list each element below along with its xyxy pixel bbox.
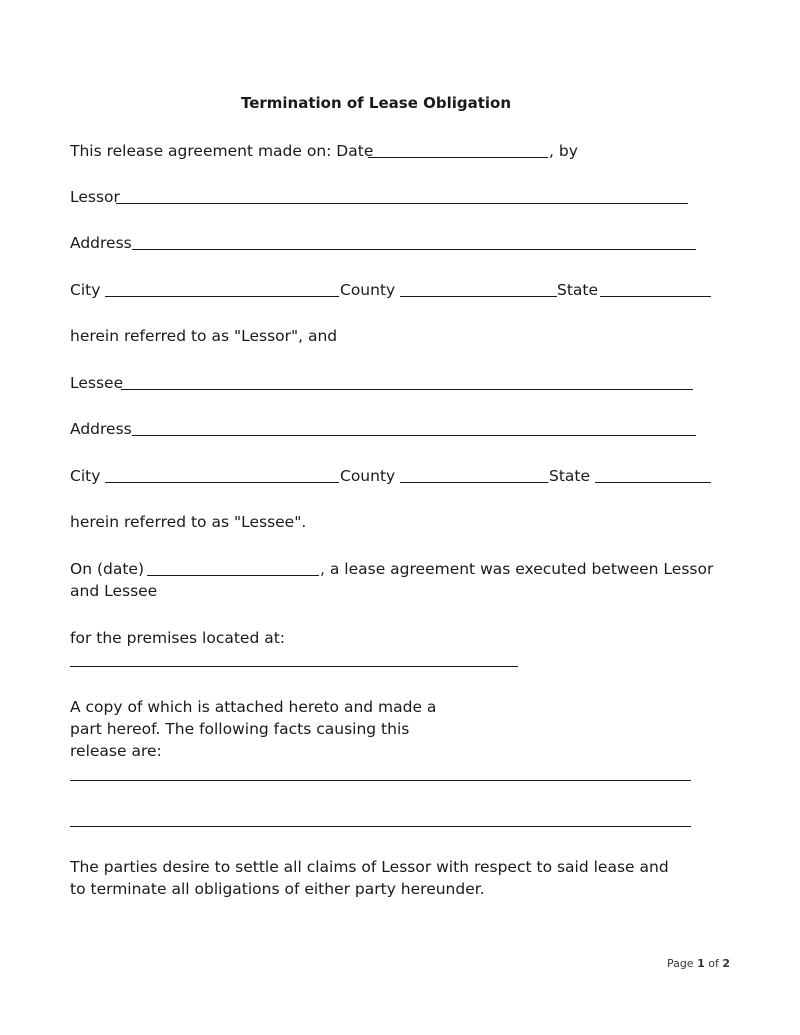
- of-label: of: [708, 957, 719, 970]
- closing-text-line: The parties desire to settle all claims of Lessor with respect to said lease and: [70, 858, 669, 876]
- release-facts-field-1[interactable]: [70, 780, 691, 781]
- closing-text-line: to terminate all obligations of either party hereunder.: [70, 880, 485, 898]
- lessor-state-label: State: [557, 281, 599, 299]
- lessor-address-field[interactable]: [132, 249, 696, 250]
- lessee-state-label: State: [549, 467, 591, 485]
- date-line-suffix: , by: [549, 142, 578, 160]
- lessor-county-field[interactable]: [400, 296, 557, 297]
- lessor-reference-text: herein referred to as "Lessor", and: [70, 327, 338, 345]
- release-facts-field-2[interactable]: [70, 826, 691, 827]
- lessor-city-field[interactable]: [105, 296, 339, 297]
- lessor-name-field[interactable]: [116, 203, 688, 204]
- copy-text-line: A copy of which is attached hereto and made a: [70, 698, 437, 716]
- lessee-county-label: County: [340, 467, 396, 485]
- lessee-reference-text: herein referred to as "Lessee".: [70, 513, 307, 531]
- date-line-prefix: This release agreement made on: Date: [70, 142, 374, 160]
- page-total: 2: [722, 957, 730, 970]
- page-current: 1: [697, 957, 705, 970]
- copy-text-line: part hereof. The following facts causing this: [70, 720, 410, 738]
- lessee-label: Lessee: [70, 374, 124, 392]
- lessor-city-label: City: [70, 281, 101, 299]
- on-date-prefix: On (date): [70, 560, 144, 578]
- date-field[interactable]: [368, 157, 548, 158]
- copy-text-line: release are:: [70, 742, 162, 760]
- lessee-address-label: Address: [70, 420, 132, 438]
- lessee-address-field[interactable]: [132, 435, 696, 436]
- premises-address-field[interactable]: [70, 666, 518, 667]
- agreement-date-field[interactable]: [147, 575, 319, 576]
- premises-label: for the premises located at:: [70, 629, 286, 647]
- page-label: Page: [666, 957, 694, 970]
- lessee-city-field[interactable]: [105, 482, 339, 483]
- lessee-state-field[interactable]: [595, 482, 711, 483]
- lessor-county-label: County: [340, 281, 396, 299]
- lessor-state-field[interactable]: [600, 296, 711, 297]
- lessee-city-label: City: [70, 467, 101, 485]
- document-title: Termination of Lease Obligation: [240, 94, 512, 112]
- page-number: [667, 957, 730, 970]
- lessee-county-field[interactable]: [400, 482, 548, 483]
- lessee-name-field[interactable]: [121, 389, 693, 390]
- on-date-suffix: , a lease agreement was executed between Lessor: [320, 560, 714, 578]
- lessor-address-label: Address: [70, 234, 132, 252]
- lessor-label: Lessor: [70, 188, 120, 206]
- on-date-line2: and Lessee: [70, 582, 158, 600]
